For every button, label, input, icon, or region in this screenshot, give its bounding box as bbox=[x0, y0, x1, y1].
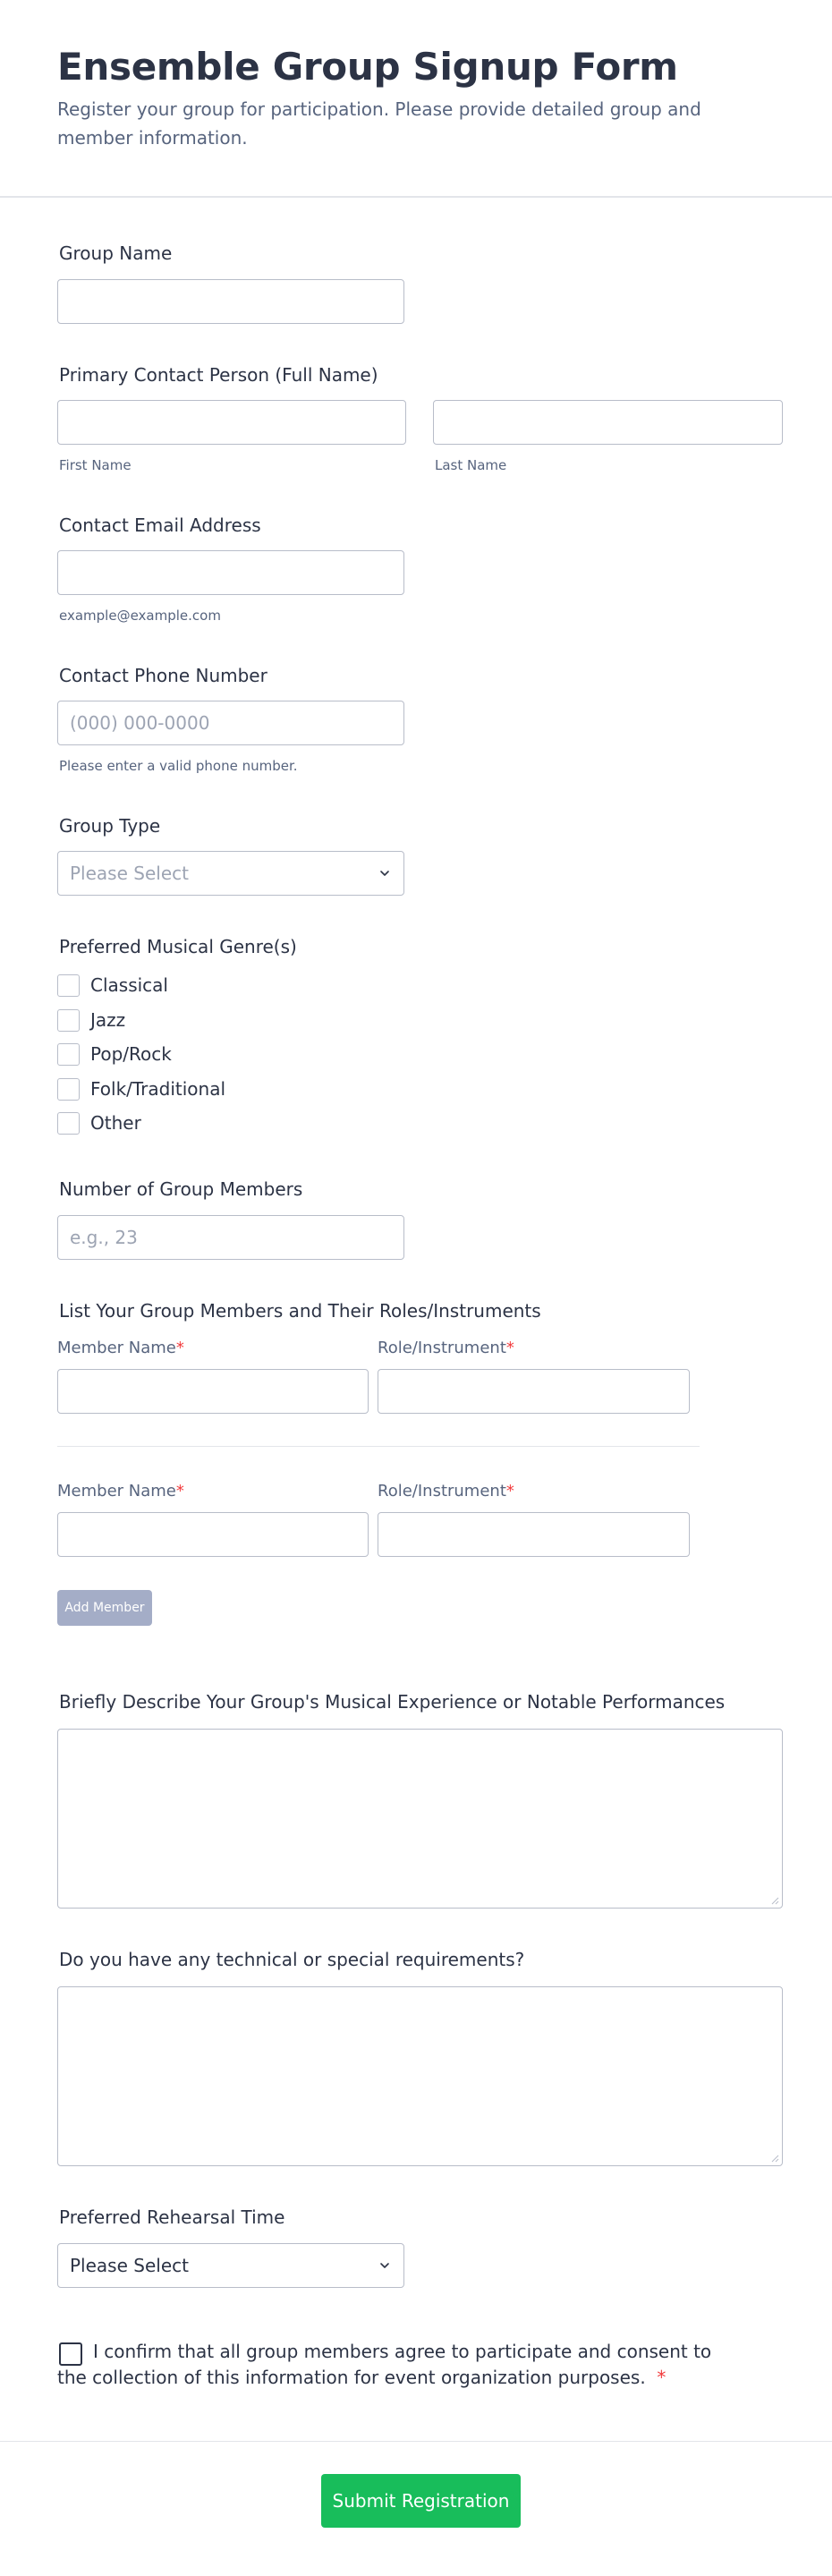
form-title: Ensemble Group Signup Form bbox=[57, 45, 678, 89]
phone-label: Contact Phone Number bbox=[59, 665, 267, 686]
genre-option-pop-rock[interactable] bbox=[57, 1042, 172, 1066]
first-name-sublabel: First Name bbox=[59, 457, 132, 473]
member-name-input[interactable] bbox=[57, 1369, 369, 1414]
email-label: Contact Email Address bbox=[59, 514, 261, 536]
member-divider bbox=[57, 1446, 700, 1447]
chevron-down-icon bbox=[378, 867, 391, 880]
group-name-label: Group Name bbox=[59, 242, 173, 264]
phone-input[interactable]: (000) 000-0000 bbox=[57, 701, 404, 745]
checkbox[interactable] bbox=[57, 1043, 80, 1066]
form-header bbox=[0, 0, 832, 198]
genre-option-label: Folk/Traditional bbox=[90, 1078, 226, 1100]
experience-label: Briefly Describe Your Group's Musical Experience or Notable Performances bbox=[59, 1691, 726, 1713]
group-type-select[interactable] bbox=[57, 851, 404, 896]
role-header: Role/Instrument* bbox=[378, 1482, 514, 1501]
member-count-input[interactable]: e.g., 23 bbox=[57, 1215, 404, 1260]
genre-option-jazz[interactable] bbox=[57, 1008, 125, 1032]
genre-option-folk[interactable] bbox=[57, 1077, 225, 1101]
member-name-header: Member Name* bbox=[57, 1339, 184, 1357]
genre-option-other[interactable] bbox=[57, 1111, 141, 1135]
checkbox[interactable] bbox=[57, 974, 80, 997]
member-name-input[interactable] bbox=[57, 1512, 369, 1557]
members-label: List Your Group Members and Their Roles/Instruments bbox=[59, 1300, 541, 1322]
rehearsal-select[interactable] bbox=[57, 2243, 404, 2288]
primary-contact-label: Primary Contact Person (Full Name) bbox=[59, 364, 378, 386]
role-header: Role/Instrument* bbox=[378, 1339, 514, 1357]
submit-button[interactable]: Submit Registration bbox=[321, 2474, 521, 2528]
genre-option-classical[interactable] bbox=[57, 973, 168, 997]
email-input[interactable] bbox=[57, 550, 404, 595]
genre-option-label: Other bbox=[90, 1112, 141, 1134]
genre-option-label: Classical bbox=[90, 974, 168, 996]
checkbox[interactable] bbox=[57, 1009, 80, 1032]
checkbox[interactable] bbox=[57, 1112, 80, 1135]
last-name-input[interactable] bbox=[433, 400, 783, 445]
genre-option-label: Pop/Rock bbox=[90, 1043, 172, 1065]
form-subtitle: Register your group for participation. Please provide detailed group and member information. bbox=[57, 98, 701, 149]
role-input[interactable] bbox=[378, 1512, 690, 1557]
rehearsal-value: Please Select bbox=[70, 2255, 189, 2276]
member-name-header: Member Name* bbox=[57, 1482, 184, 1501]
last-name-sublabel: Last Name bbox=[435, 457, 507, 473]
experience-textarea[interactable] bbox=[57, 1729, 783, 1909]
checkbox[interactable] bbox=[57, 1078, 80, 1101]
email-sublabel: example@example.com bbox=[59, 608, 221, 624]
member-count-label: Number of Group Members bbox=[59, 1178, 303, 1200]
genre-option-label: Jazz bbox=[90, 1009, 126, 1031]
rehearsal-label: Preferred Rehearsal Time bbox=[59, 2206, 285, 2228]
role-input[interactable] bbox=[378, 1369, 690, 1414]
add-member-button[interactable]: Add Member bbox=[57, 1590, 152, 1626]
resize-grip-icon[interactable] bbox=[770, 1896, 779, 1905]
group-name-input[interactable] bbox=[57, 279, 404, 324]
group-type-value: Please Select bbox=[70, 863, 189, 884]
confirm-label: I confirm that all group members agree to participate and consent to the collection of this information for event organization purposes. * bbox=[57, 2341, 712, 2388]
first-name-input[interactable] bbox=[57, 400, 406, 445]
chevron-down-icon bbox=[378, 2259, 391, 2272]
requirements-label: Do you have any technical or special requirements? bbox=[59, 1949, 525, 1970]
group-type-label: Group Type bbox=[59, 815, 161, 837]
resize-grip-icon[interactable] bbox=[770, 2154, 779, 2163]
requirements-textarea[interactable] bbox=[57, 1986, 783, 2166]
phone-sublabel: Please enter a valid phone number. bbox=[59, 758, 298, 774]
footer-divider bbox=[0, 2441, 832, 2442]
genres-label: Preferred Musical Genre(s) bbox=[59, 936, 297, 957]
